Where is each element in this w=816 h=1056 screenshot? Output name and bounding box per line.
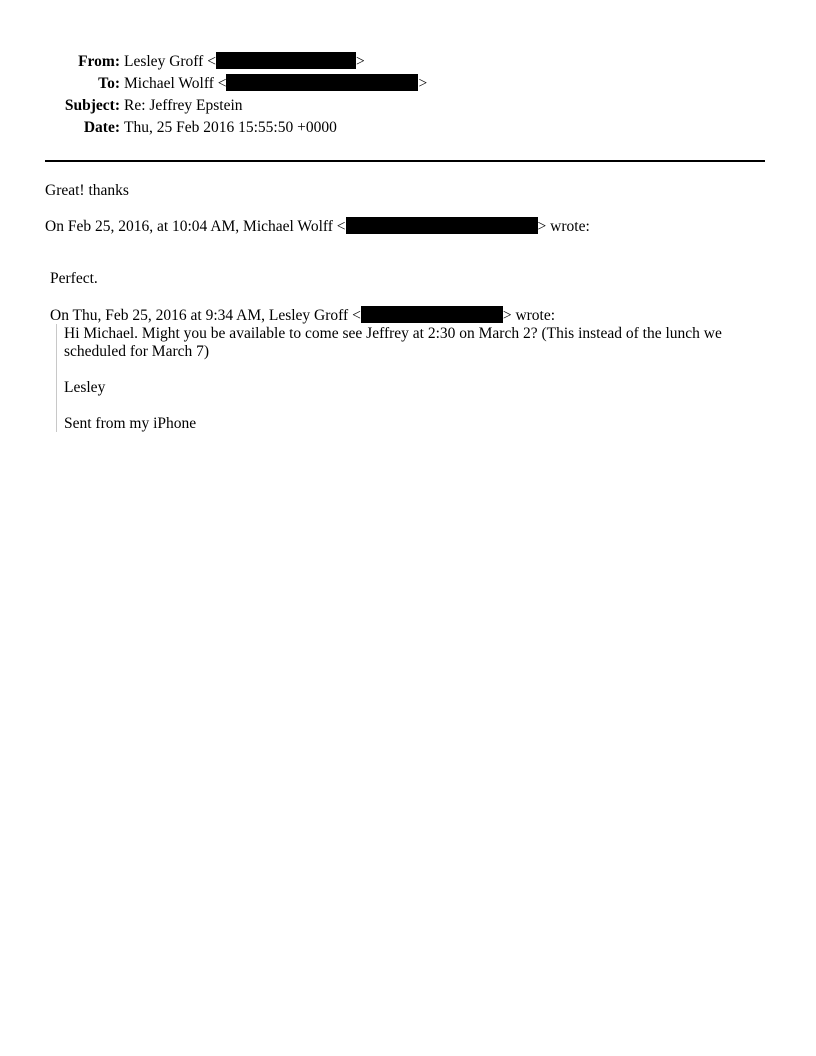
from-name: Lesley Groff < xyxy=(124,53,216,70)
to-name: Michael Wolff < xyxy=(124,75,227,92)
redaction-box xyxy=(346,217,538,234)
redaction-box xyxy=(361,306,503,323)
quote-bar xyxy=(56,324,57,432)
header-date-row xyxy=(0,118,816,138)
attribution-line-2 xyxy=(50,306,555,326)
attribution-2-suffix: > wrote: xyxy=(502,307,556,324)
to-value xyxy=(124,74,427,94)
attribution-2-prefix: On Thu, Feb 25, 2016 at 9:34 AM, Lesley Groff < xyxy=(50,307,361,324)
reply-2-text: Perfect. xyxy=(50,270,98,287)
redaction-box xyxy=(216,52,356,69)
from-value xyxy=(124,52,365,72)
subject-label: Subject: xyxy=(64,97,120,114)
quoted-sent-from: Sent from my iPhone xyxy=(64,415,197,432)
redaction-box xyxy=(226,74,418,91)
from-label: From: xyxy=(78,53,120,70)
date-value: Thu, 25 Feb 2016 15:55:50 +0000 xyxy=(124,119,337,136)
date-label: Date: xyxy=(83,119,120,136)
header-divider xyxy=(45,160,765,162)
header-from-row xyxy=(0,52,816,72)
from-close: > xyxy=(355,53,365,70)
quoted-signature: Lesley xyxy=(64,379,106,396)
attribution-1-prefix: On Feb 25, 2016, at 10:04 AM, Michael Wolff < xyxy=(45,218,346,235)
header-to-row xyxy=(0,74,816,94)
reply-text: Great! thanks xyxy=(45,182,129,199)
attribution-1-suffix: > wrote: xyxy=(537,218,590,235)
attribution-line-1 xyxy=(45,217,590,237)
header-subject-row xyxy=(0,96,816,116)
to-label: To: xyxy=(98,75,120,92)
quoted-message: Hi Michael. Might you be available to come see Jeffrey at 2:30 on March 2? (This instead of the lunch we scheduled for March 7) xyxy=(64,325,722,360)
to-close: > xyxy=(418,75,428,92)
subject-value: Re: Jeffrey Epstein xyxy=(124,97,243,114)
